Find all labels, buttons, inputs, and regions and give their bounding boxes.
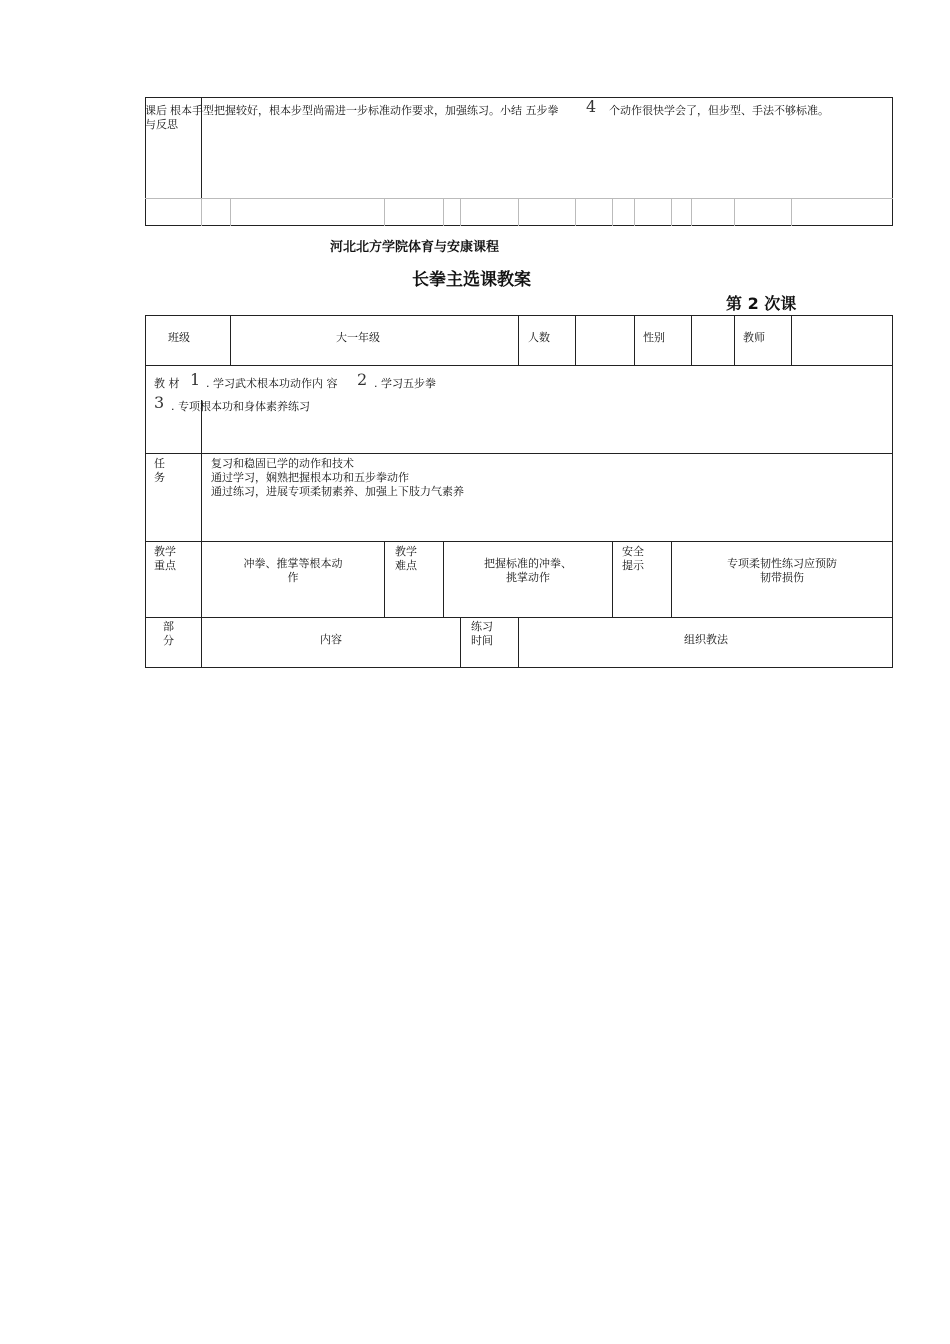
key-point-label-line1: 教学: [154, 545, 176, 558]
task-line-3: 通过练习，进展专项柔韧素养、加强上下肢力气素养: [211, 485, 464, 498]
material-number-1: 1: [190, 370, 201, 389]
material-item-3: . 专项根本功和身体素养练习: [171, 400, 310, 413]
material-number-2: 2: [357, 370, 368, 389]
row4-divider: [384, 541, 385, 617]
task-label-line2: 务: [154, 471, 165, 484]
class-label: 班级: [168, 331, 190, 344]
part-label-line2: 分: [163, 634, 174, 647]
difficulty-value-line1: 把握标准的冲拳、: [484, 557, 572, 570]
count-label: 人数: [528, 331, 550, 344]
reflection-label-line1: 课后: [145, 104, 167, 117]
institution-title: 河北北方学院体育与安康课程: [330, 240, 500, 255]
material-item-2: . 学习五步拳: [374, 377, 436, 390]
row-rule-3: [145, 541, 893, 542]
row1-divider: [691, 315, 692, 365]
reflection-text-a: 根本手型把握较好，根本步型尚需进一步标准动作要求，加强练习。小结 五步拳: [170, 104, 559, 117]
reflection-label-line2: 与反思: [145, 118, 178, 131]
row-rule-4: [145, 617, 893, 618]
plan-title: 长拳主选课教案: [412, 270, 531, 290]
task-line-1: 复习和稳固已学的动作和技术: [211, 457, 354, 470]
row-rule-1: [145, 365, 893, 366]
safety-value-line1: 专项柔韧性练习应预防: [727, 557, 837, 570]
safety-value-line2: 韧带损伤: [760, 571, 804, 584]
material-label: 教 材: [154, 377, 180, 390]
time-label-line2: 时间: [471, 634, 493, 647]
content-header: 内容: [320, 633, 342, 646]
row1-divider: [230, 315, 231, 365]
key-point-value-line1: 冲拳、推掌等根本动: [243, 557, 343, 570]
method-header: 组织教法: [684, 633, 728, 646]
reflection-text-b: 个动作很快学会了，但步型、手法不够标准。: [609, 104, 829, 117]
row1-divider: [575, 315, 576, 365]
row1-divider: [734, 315, 735, 365]
class-value: 大一年级: [336, 331, 380, 344]
row4-divider: [612, 541, 613, 617]
teacher-label: 教师: [743, 331, 765, 344]
row1-divider: [518, 315, 519, 365]
task-line-2: 通过学习，娴熟把握根本功和五步拳动作: [211, 471, 409, 484]
difficulty-label-line2: 难点: [395, 559, 417, 572]
task-label-line1: 任: [154, 457, 165, 470]
key-point-label-line2: 重点: [154, 559, 176, 572]
part-label-line1: 部: [163, 620, 174, 633]
material-number-3: 3: [154, 393, 165, 412]
time-label-line1: 练习: [471, 620, 493, 633]
reflection-number: 4: [586, 97, 597, 116]
reflection-bottom-rule: [145, 198, 893, 199]
label-column-divider: [201, 400, 202, 668]
difficulty-label-line1: 教学: [395, 545, 417, 558]
row1-divider: [791, 315, 792, 365]
row-rule-2: [145, 453, 893, 454]
material-item-1: . 学习武术根本功动作内 容: [206, 377, 338, 390]
safety-label-line2: 提示: [622, 559, 644, 572]
lesson-number: 第 2 次课: [726, 294, 797, 313]
difficulty-value-line2: 挑掌动作: [506, 571, 550, 584]
key-point-value-line2: 作: [287, 571, 299, 584]
gender-label: 性别: [643, 331, 665, 344]
row1-divider: [634, 315, 635, 365]
safety-label-line1: 安全: [622, 545, 644, 558]
row5-divider: [460, 617, 461, 668]
